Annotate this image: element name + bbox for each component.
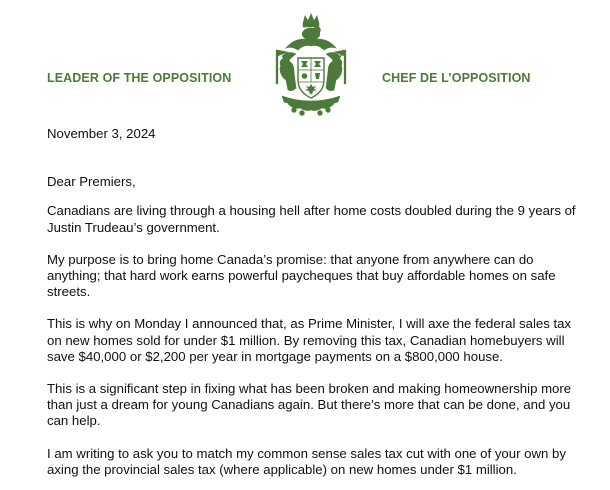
letter-paragraph: My purpose is to bring home Canada’s promise: that anyone from anywhere can do anything; that hard work earns powerful paycheques that buy affordable homes on safe streets. (47, 251, 556, 300)
letter-paragraph: I am writing to ask you to match my common sense sales tax cut with one of your own by axing the provincial sales tax (where applicable) on new homes under $1 million. (47, 445, 566, 477)
letter-body (47, 126, 587, 478)
letterhead-title-english: LEADER OF THE OPPOSITION (47, 71, 232, 85)
letter-date: November 3, 2024 (47, 126, 156, 141)
letterhead-title-french: CHEF DE L’OPPOSITION (382, 71, 531, 85)
letterhead (0, 0, 610, 118)
letter-salutation: Dear Premiers, (47, 174, 136, 190)
letter-paragraph: Canadians are living through a housing hell after home costs doubled during the 9 years of Justin Trudeau’s government. (47, 203, 576, 235)
letter-paragraph: This is a significant step in fixing what has been broken and making homeownership more than just a dream for young Canadians again. But there’s more that can be done, and you can help. (47, 381, 572, 429)
royal-arms-of-canada-icon (272, 10, 350, 118)
letter-paragraph: This is why on Monday I announced that, as Prime Minister, I will axe the federal sales tax on new homes sold for under $1 million. By removing this tax, Canadian homebuyers will save $40,000 or $2,200 per year in mortgage payments on a $800,000 house. (47, 316, 572, 364)
